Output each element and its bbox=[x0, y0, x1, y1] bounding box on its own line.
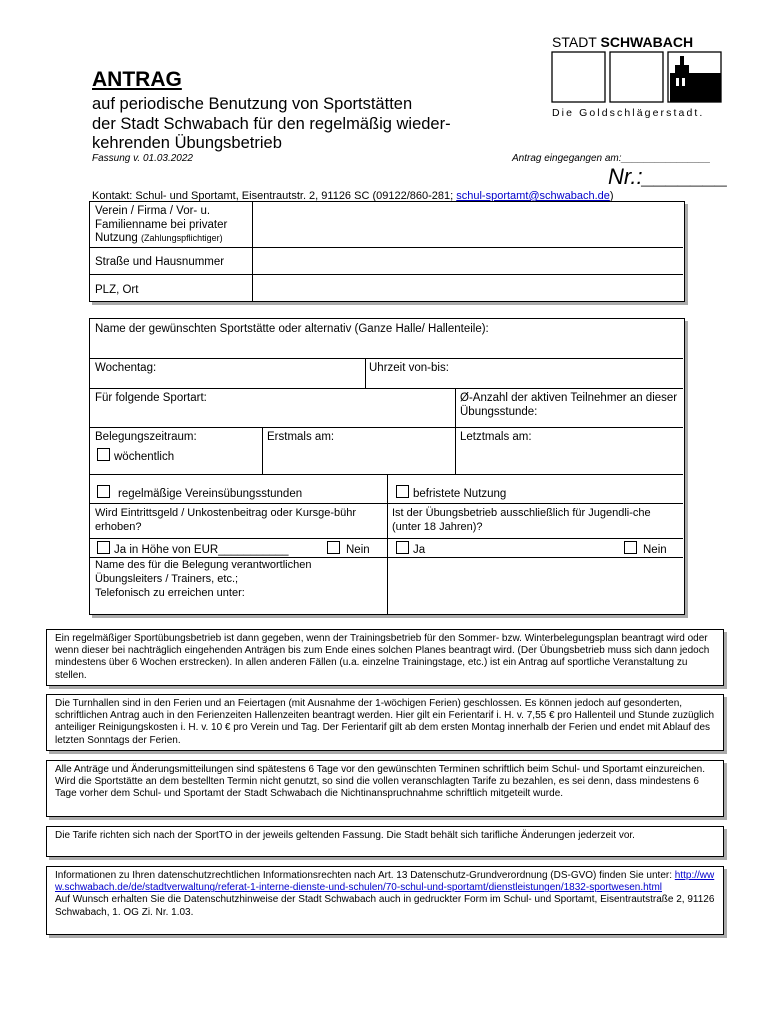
club-label bbox=[95, 205, 250, 246]
youth-no-checkbox[interactable] bbox=[624, 541, 637, 554]
phone-label: Telefonisch zu erreichen unter: bbox=[95, 587, 245, 599]
fee-yes-option[interactable] bbox=[97, 541, 289, 557]
regular-checkbox[interactable] bbox=[97, 485, 110, 498]
fee-question: Wird Eintrittsgeld / Unkostenbeitrag oder Kursge-bühr erhoben? bbox=[95, 507, 357, 533]
subtitle-line-2: der Stadt Schwabach für den regelmäßig wieder- bbox=[92, 114, 451, 133]
city-input[interactable] bbox=[254, 276, 682, 300]
club-label-text: Verein / Firma / Vor- u. Familienname bei privater Nutzung bbox=[95, 205, 228, 244]
version-text: Fassung v. 01.03.2022 bbox=[92, 153, 193, 164]
facility-label: Name der gewünschten Sportstätte oder alternativ (Ganze Halle/ Hallenteile): bbox=[95, 323, 489, 335]
youth-yes-checkbox[interactable] bbox=[396, 541, 409, 554]
fee-yes-label: Ja in Höhe von EUR___________ bbox=[114, 544, 289, 556]
page-title: ANTRAG bbox=[92, 68, 182, 91]
privacy-note bbox=[46, 866, 724, 935]
applicant-table bbox=[89, 201, 685, 302]
subtitle-line-1: auf periodische Benutzung von Sportstätten bbox=[92, 95, 413, 113]
logo-name: SCHWABACH bbox=[600, 34, 694, 50]
fee-no-option[interactable] bbox=[327, 541, 370, 557]
youth-question: Ist der Übungsbetrieb ausschließlich für Jugendli-che (unter 18 Jahren)? bbox=[392, 507, 651, 533]
first-date-input[interactable] bbox=[265, 446, 453, 472]
facility-input[interactable] bbox=[91, 337, 681, 357]
usage-table bbox=[89, 318, 685, 615]
weekly-option[interactable] bbox=[97, 448, 174, 464]
sport-input[interactable] bbox=[91, 405, 453, 426]
participants-label: Ø-Anzahl der aktiven Teilnehmer an dieser Übungsstunde: bbox=[460, 392, 678, 418]
regular-option[interactable] bbox=[97, 485, 302, 501]
youth-yes-option[interactable] bbox=[396, 541, 425, 557]
logo-tagline: Die Goldschlägerstadt. bbox=[552, 107, 705, 119]
logo-emblem bbox=[550, 51, 725, 103]
weekday-label: Wochentag: bbox=[95, 362, 157, 374]
fee-no-label: Nein bbox=[346, 544, 370, 556]
contact-end: ) bbox=[609, 190, 614, 202]
subtitle-line-3: kehrenden Übungsbetrieb bbox=[92, 134, 282, 152]
privacy-text-1: Informationen zu Ihren datenschutzrechtlichen Informationsrechten nach Art. 13 Datenschutz-Grundverordnung (DS-GVO) finden Sie unter: bbox=[55, 870, 672, 881]
first-date-label: Erstmals am: bbox=[267, 431, 335, 443]
note-deadlines: Alle Anträge und Änderungsmitteilungen sind spätestens 6 Tage vor den gewünschten Terminen schriftlich beim Schul- und Sportamt einzureichen. Wird die Sportstätte an dem bestellten Termin nicht genutzt, so sind die vollen veranschlagten Tarife zu bezahlen, es sei denn, dass mindestens 6 Tage vorher dem Schul- und Sportamt der Stadt Schwabach die Nichtinanspruchnahme schriftlich mitgeteilt wurde. bbox=[46, 760, 724, 817]
received-field[interactable]: Antrag eingegangen am:________________ bbox=[512, 153, 711, 164]
nr-field[interactable]: Nr.:_______ bbox=[608, 164, 729, 189]
club-label-note: (Zahlungspflichtiger) bbox=[141, 233, 223, 243]
trainer-input[interactable] bbox=[390, 559, 680, 613]
weekday-input[interactable] bbox=[91, 375, 363, 387]
note-regular-use: Ein regelmäßiger Sportübungsbetrieb ist dann gegeben, wenn der Trainingsbetrieb für den Sommer- bzw. Winterbelegungsplan beantragt wird oder wenn dieser bei nachträglich eingehenden Anträgen bis zum Ende eines solchen Planes beantragt wird. (Der Übungsbetrieb muss sich dann jedoch mindestens über 6 Wochen erstrecken). In allen anderen Fällen (u.a. einzelne Trainingstage, etc.) ist ein Antrag auf sportliche Veranstaltung zu stellen. bbox=[46, 629, 724, 686]
privacy-link[interactable]: http://www.schwabach.de/de/stadtverwaltung/referat-1-interne-dienste-und-schulen/70-schul-und-sportamt/dienstleistungen/1832-sportwesen.html bbox=[55, 870, 715, 894]
fee-yes-checkbox[interactable] bbox=[97, 541, 110, 554]
regular-label: regelmäßige Vereinsübungsstunden bbox=[118, 488, 303, 500]
contact-email-link[interactable]: schul-sportamt@schwabach.de bbox=[456, 190, 610, 202]
street-input[interactable] bbox=[254, 249, 682, 273]
weekly-label: wöchentlich bbox=[114, 451, 175, 463]
note-holidays: Die Turnhallen sind in den Ferien und an Feiertagen (mit Ausnahme der 1-wöchigen Ferien) geschlossen. Es können jedoch auf gesonderten, schriftlichen Antrag auch in den Ferienzeiten Hallenzeiten beantragt werden. Hier gilt ein Ferientarif i. H. v. 7,55 € pro Hallenteil und Stunde zuzüglich anteiliger Reinigungskosten i. H. v. 10 € pro Verein und Tag. Der Ferientarif gilt ab dem ersten Montag innerhalb der Ferien und endet mit Ablauf des letzten Sonntags der Ferien. bbox=[46, 694, 724, 751]
logo-prefix: STADT bbox=[552, 34, 601, 50]
time-label: Uhrzeit von-bis: bbox=[369, 362, 449, 374]
limited-checkbox[interactable] bbox=[396, 485, 409, 498]
club-input[interactable] bbox=[254, 203, 682, 246]
street-label: Straße und Hausnummer bbox=[95, 256, 225, 268]
youth-no-option[interactable] bbox=[624, 541, 667, 557]
trainer-label: Name des für die Belegung verantwortlichen Übungsleiters / Trainers, etc.; bbox=[95, 559, 312, 585]
weekly-checkbox[interactable] bbox=[97, 448, 110, 461]
city-label: PLZ, Ort bbox=[95, 284, 139, 296]
subtitle bbox=[92, 95, 512, 154]
fee-no-checkbox[interactable] bbox=[327, 541, 340, 554]
privacy-text-2: Auf Wunsch erhalten Sie die Datenschutzhinweise der Stadt Schwabach auch in gedruckter Form im Schul- und Sportamt, Eisentrautstraße 2, 91126 Schwabach, 1. OG Zi. Nr. 1.03. bbox=[55, 894, 715, 918]
sport-label: Für folgende Sportart: bbox=[95, 392, 207, 404]
limited-label: befristete Nutzung bbox=[413, 488, 507, 500]
time-input[interactable] bbox=[368, 375, 680, 387]
last-date-label: Letztmals am: bbox=[460, 431, 532, 443]
note-tariffs: Die Tarife richten sich nach der SportTO in der jeweils geltenden Fassung. Die Stadt behält sich tarifliche Änderungen jederzeit vor. bbox=[46, 826, 724, 857]
logo-wordmark bbox=[552, 34, 693, 50]
limited-option[interactable] bbox=[396, 485, 506, 501]
youth-yes-label: Ja bbox=[413, 544, 426, 556]
contact-text: Kontakt: Schul- und Sportamt, Eisentrautstr. 2, 91126 SC (09122/860-281; bbox=[92, 190, 454, 202]
city-logo bbox=[550, 34, 725, 124]
youth-no-label: Nein bbox=[643, 544, 667, 556]
period-label: Belegungszeitraum: bbox=[95, 431, 197, 443]
last-date-input[interactable] bbox=[458, 446, 680, 472]
